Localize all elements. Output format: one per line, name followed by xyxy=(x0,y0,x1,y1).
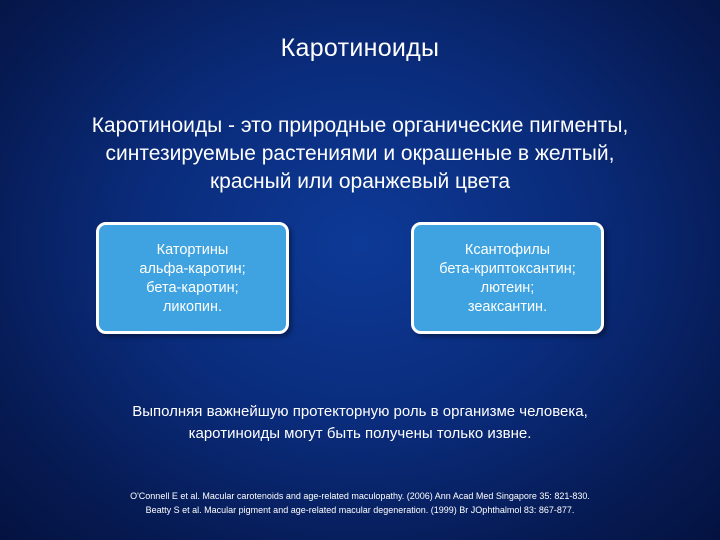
reference-item: Beatty S et al. Macular pigment and age-related macular degeneration. (1999) Br JOphthalmol 83: 867-877. xyxy=(145,505,575,515)
references xyxy=(20,489,700,517)
carotenes-item: альфа-каротин; xyxy=(139,261,246,277)
xanthophylls-title: Ксантофилы xyxy=(464,242,551,258)
carotenes-box xyxy=(96,222,289,334)
definition-line: Каротиноиды - это природные органические пигменты, xyxy=(91,114,629,137)
xanthophylls-item: зеаксантин. xyxy=(467,299,548,315)
summary-text xyxy=(20,401,700,445)
carotenes-item: ликопин. xyxy=(162,299,223,315)
reference-item: O'Connell E et al. Macular carotenoids and age-related maculopathy. (2006) Ann Acad Med Singapore 35: 821-830. xyxy=(130,491,590,501)
xanthophylls-item: бета-криптоксантин; xyxy=(439,261,576,277)
definition-text xyxy=(20,112,700,196)
definition-line: синтезируемые растениями и окрашеные в желтый, xyxy=(105,142,615,165)
carotenes-item: бета-каротин; xyxy=(146,280,239,296)
summary-line: каротиноиды могут быть получены только извне. xyxy=(188,425,532,442)
xanthophylls-item: лютеин; xyxy=(480,280,535,296)
definition-line: красный или оранжевый цвета xyxy=(209,170,511,193)
slide-title: Каротиноиды xyxy=(280,34,440,62)
summary-line: Выполняя важнейшую протекторную роль в организме человека, xyxy=(132,403,588,420)
carotenes-title: Катортины xyxy=(156,242,229,258)
xanthophylls-box xyxy=(411,222,604,334)
